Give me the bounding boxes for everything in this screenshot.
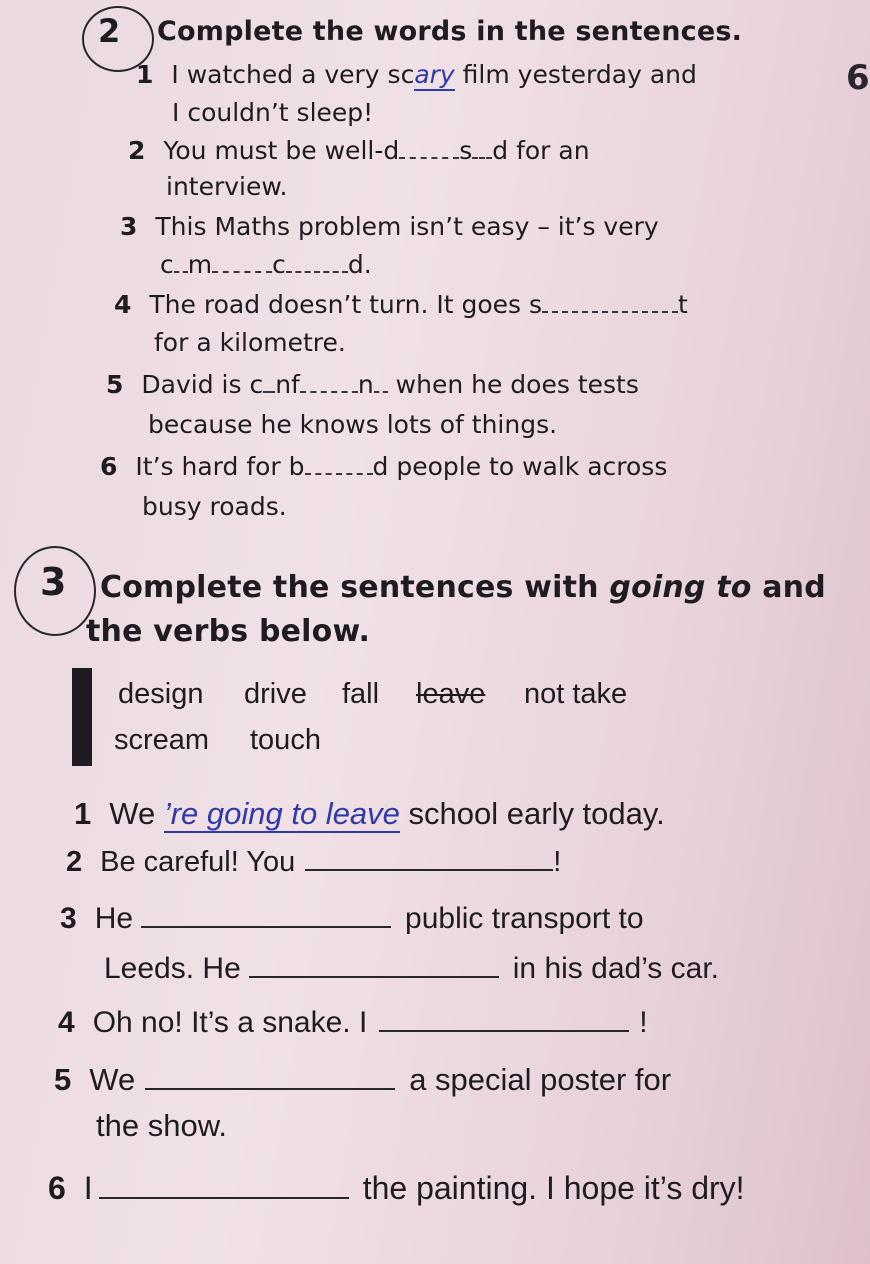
- verb-leave-crossed: leave: [416, 678, 486, 710]
- ex2-item-4-blank[interactable]: [542, 311, 678, 313]
- ex3-item-5-line2: the show.: [96, 1108, 227, 1143]
- ex2-item-3: 3 This Maths problem isn’t easy – it’s very: [120, 212, 659, 241]
- ex3-item-3: 3 He public transport to: [60, 902, 644, 935]
- ex2-item-1-line2: I couldn’t sleep!: [172, 98, 374, 127]
- ex3-item-3-blank-1[interactable]: [141, 926, 391, 928]
- ex3-item-4-blank[interactable]: [379, 1030, 629, 1032]
- ex2-item-1-answer[interactable]: ary: [414, 60, 455, 89]
- ex3-item-1-answer[interactable]: ’re going to leave: [163, 796, 400, 831]
- ex3-item-3-blank-2[interactable]: [249, 976, 499, 978]
- verb-box-bar: [72, 668, 92, 766]
- ex2-item-6: 6 It’s hard for b d people to walk across: [100, 452, 668, 481]
- ex2-item-5-blank-2[interactable]: [300, 391, 358, 393]
- ex2-item-5: 5 David is c nf n when he does tests: [106, 370, 639, 399]
- ex2-item-5-line2: because he knows lots of things.: [148, 410, 558, 439]
- verb-scream: scream: [114, 724, 210, 756]
- ex2-item-6-blank[interactable]: [305, 473, 373, 475]
- ex3-item-2: 2 Be careful! You !: [66, 846, 562, 878]
- ex2-item-3-blank-1[interactable]: [174, 271, 188, 273]
- exercise-2-instruction: Complete the words in the sentences.: [157, 16, 743, 47]
- ex2-item-2: 2 You must be well-d s d for an: [128, 136, 590, 165]
- edge-mark: 6: [846, 58, 870, 98]
- ex2-item-2-line2: interview.: [166, 172, 288, 201]
- ex2-item-4-line2: for a kilometre.: [154, 328, 346, 357]
- ex2-item-3-line2: c m c d.: [160, 250, 372, 279]
- ex3-item-5-blank[interactable]: [145, 1088, 395, 1090]
- ex2-item-4: 4 The road doesn’t turn. It goes s t: [114, 290, 688, 319]
- ex3-item-2-blank[interactable]: [305, 869, 553, 871]
- ex2-item-3-blank-3[interactable]: [286, 271, 348, 273]
- exercise-3-instruction-line2: the verbs below.: [86, 614, 371, 649]
- exercise-3-number: 3: [40, 560, 67, 604]
- verb-drive: drive: [244, 678, 307, 710]
- exercise-3-instruction: Complete the sentences with going to and: [100, 570, 826, 605]
- ex3-item-1: 1 We ’re going to leave school early today.: [74, 796, 665, 831]
- ex2-item-5-blank-1[interactable]: [263, 391, 275, 393]
- ex2-item-6-line2: busy roads.: [142, 492, 287, 521]
- ex3-item-3-line2: Leeds. He in his dad’s car.: [104, 952, 720, 985]
- ex3-item-6-blank[interactable]: [99, 1197, 349, 1199]
- ex3-item-5: 5 We a special poster for: [54, 1062, 672, 1097]
- verb-fall: fall: [342, 678, 380, 710]
- ex2-item-2-blank-2[interactable]: [472, 157, 492, 159]
- verb-touch: touch: [250, 724, 321, 756]
- verb-design: design: [118, 678, 204, 710]
- ex2-item-2-blank-1[interactable]: [399, 157, 459, 159]
- ex2-item-1: 1 I watched a very scary film yesterday and: [136, 60, 697, 89]
- ex3-item-6: 6 I the painting. I hope it’s dry!: [48, 1170, 745, 1206]
- exercise-2-number: 2: [98, 12, 121, 50]
- ex2-item-3-blank-2[interactable]: [212, 271, 272, 273]
- verb-not-take: not take: [524, 678, 628, 710]
- ex2-item-5-blank-3[interactable]: [374, 391, 388, 393]
- ex3-item-4: 4 Oh no! It’s a snake. I !: [58, 1006, 648, 1039]
